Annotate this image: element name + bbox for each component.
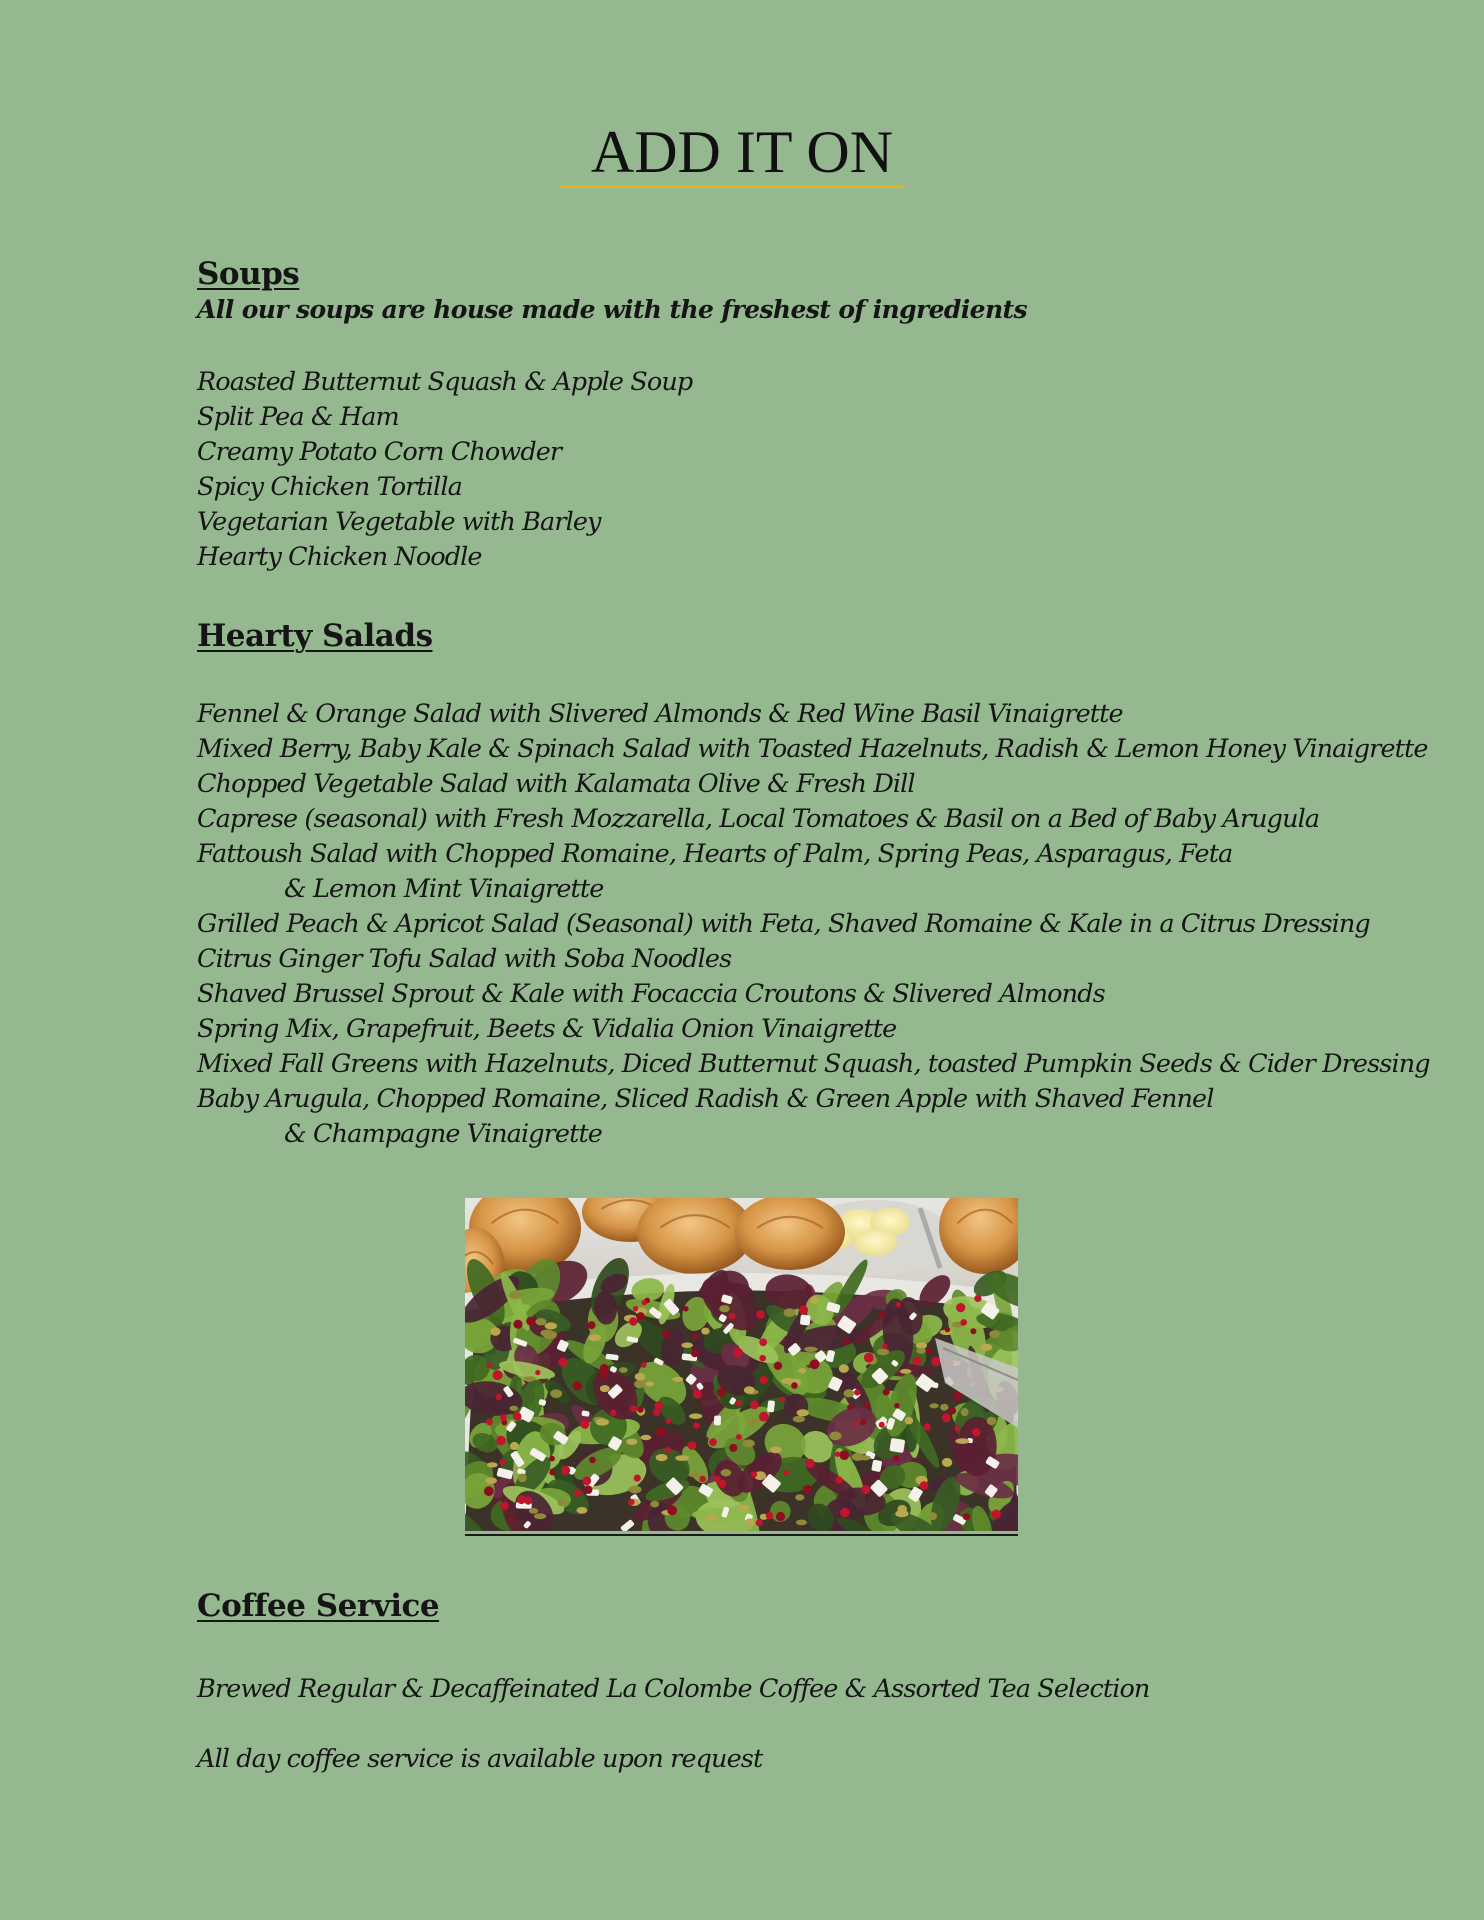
salad-item [197, 837, 1430, 907]
salad-item [197, 802, 1430, 837]
salad-photo [465, 1198, 1018, 1531]
coffee-heading: Coffee Service [197, 1588, 440, 1624]
soup-item: Roasted Butternut Squash & Apple Soup [197, 367, 693, 397]
salad-item-text: Citrus Ginger Tofu Salad with Soba Noodles [197, 944, 732, 974]
soups-heading: Soups [197, 256, 300, 292]
salad-item [197, 1047, 1430, 1082]
soup-list [197, 365, 692, 575]
salad-item-continuation: & Lemon Mint Vinaigrette [284, 874, 604, 904]
salad-item [197, 697, 1430, 732]
page-title: ADD IT ON [590, 119, 894, 185]
coffee-offering: Brewed Regular & Decaffeinated La Colombe Coffee & Assorted Tea Selection [197, 1674, 1150, 1704]
salad-item-text: Chopped Vegetable Salad with Kalamata Olive & Fresh Dill [197, 769, 915, 799]
soup-item: Vegetarian Vegetable with Barley [197, 507, 601, 537]
salad-item-text: Mixed Berry, Baby Kale & Spinach Salad with Toasted Hazelnuts, Radish & Lemon Honey Vinaigrette [197, 734, 1428, 764]
salad-item [197, 907, 1430, 942]
salad-item-text: Fennel & Orange Salad with Slivered Almonds & Red Wine Basil Vinaigrette [197, 699, 1123, 729]
salad-item-text: Fattoush Salad with Chopped Romaine, Hearts of Palm, Spring Peas, Asparagus, Feta [197, 839, 1233, 869]
salad-item [197, 732, 1430, 767]
salad-item-text: Baby Arugula, Chopped Romaine, Sliced Radish & Green Apple with Shaved Fennel [197, 1084, 1214, 1114]
salad-item-continuation: & Champagne Vinaigrette [284, 1119, 602, 1149]
salad-item [197, 1082, 1430, 1152]
salad-item [197, 767, 1430, 802]
salad-item [197, 1012, 1430, 1047]
soups-tagline: All our soups are house made with the freshest of ingredients [197, 295, 1027, 324]
soup-item: Creamy Potato Corn Chowder [197, 437, 562, 467]
photo-underline [465, 1534, 1018, 1536]
salad-item-text: Grilled Peach & Apricot Salad (Seasonal) with Feta, Shaved Romaine & Kale in a Citrus Dressing [197, 909, 1370, 939]
salad-item-text: Mixed Fall Greens with Hazelnuts, Diced Butternut Squash, toasted Pumpkin Seeds & Cider Dressing [197, 1049, 1430, 1079]
salad-item-text: Caprese (seasonal) with Fresh Mozzarella, Local Tomatoes & Basil on a Bed of Baby Arugula [197, 804, 1320, 834]
salads-heading: Hearty Salads [197, 618, 433, 654]
salad-item-text: Spring Mix, Grapefruit, Beets & Vidalia Onion Vinaigrette [197, 1014, 897, 1044]
soup-item: Hearty Chicken Noodle [197, 542, 482, 572]
salad-item [197, 942, 1430, 977]
coffee-note: All day coffee service is available upon request [197, 1744, 763, 1774]
soup-item: Spicy Chicken Tortilla [197, 472, 462, 502]
salad-list [197, 697, 1430, 1152]
salad-item-text: Shaved Brussel Sprout & Kale with Focaccia Croutons & Slivered Almonds [197, 979, 1105, 1009]
title-underline [559, 185, 904, 188]
salad-item [197, 977, 1430, 1012]
soup-item: Split Pea & Ham [197, 402, 399, 432]
